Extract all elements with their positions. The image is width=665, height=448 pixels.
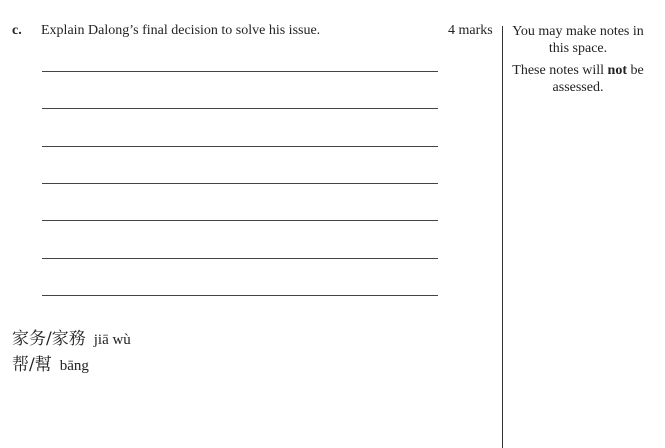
vocab-hanzi: 家务/家務	[12, 329, 86, 349]
answer-line[interactable]	[42, 71, 438, 72]
vocab-pinyin: bāng	[59, 358, 89, 374]
answer-line[interactable]	[42, 183, 438, 184]
vocab-hanzi: 帮/幫	[12, 355, 52, 375]
vocab-item-help	[12, 350, 89, 375]
vocab-item-housework	[12, 324, 131, 349]
notes-assessment-prefix: These notes will	[512, 63, 608, 78]
marks-label: 4 marks	[448, 23, 493, 38]
vocab-pinyin: jiā wù	[93, 332, 131, 348]
answer-line[interactable]	[42, 220, 438, 221]
answer-line[interactable]	[42, 295, 438, 296]
notes-instruction: You may make notes in this space.	[512, 24, 644, 56]
answer-line[interactable]	[42, 108, 438, 109]
question-label: c.	[12, 23, 22, 38]
notes-assessment-suffix: be assessed.	[552, 63, 644, 95]
question-text: Explain Dalong’s final decision to solve his issue.	[41, 23, 321, 38]
notes-assessment-bold: not	[607, 63, 627, 78]
notes-assessment-note	[508, 62, 648, 96]
answer-line[interactable]	[42, 146, 438, 147]
notes-divider	[502, 26, 503, 448]
answer-line[interactable]	[42, 258, 438, 259]
